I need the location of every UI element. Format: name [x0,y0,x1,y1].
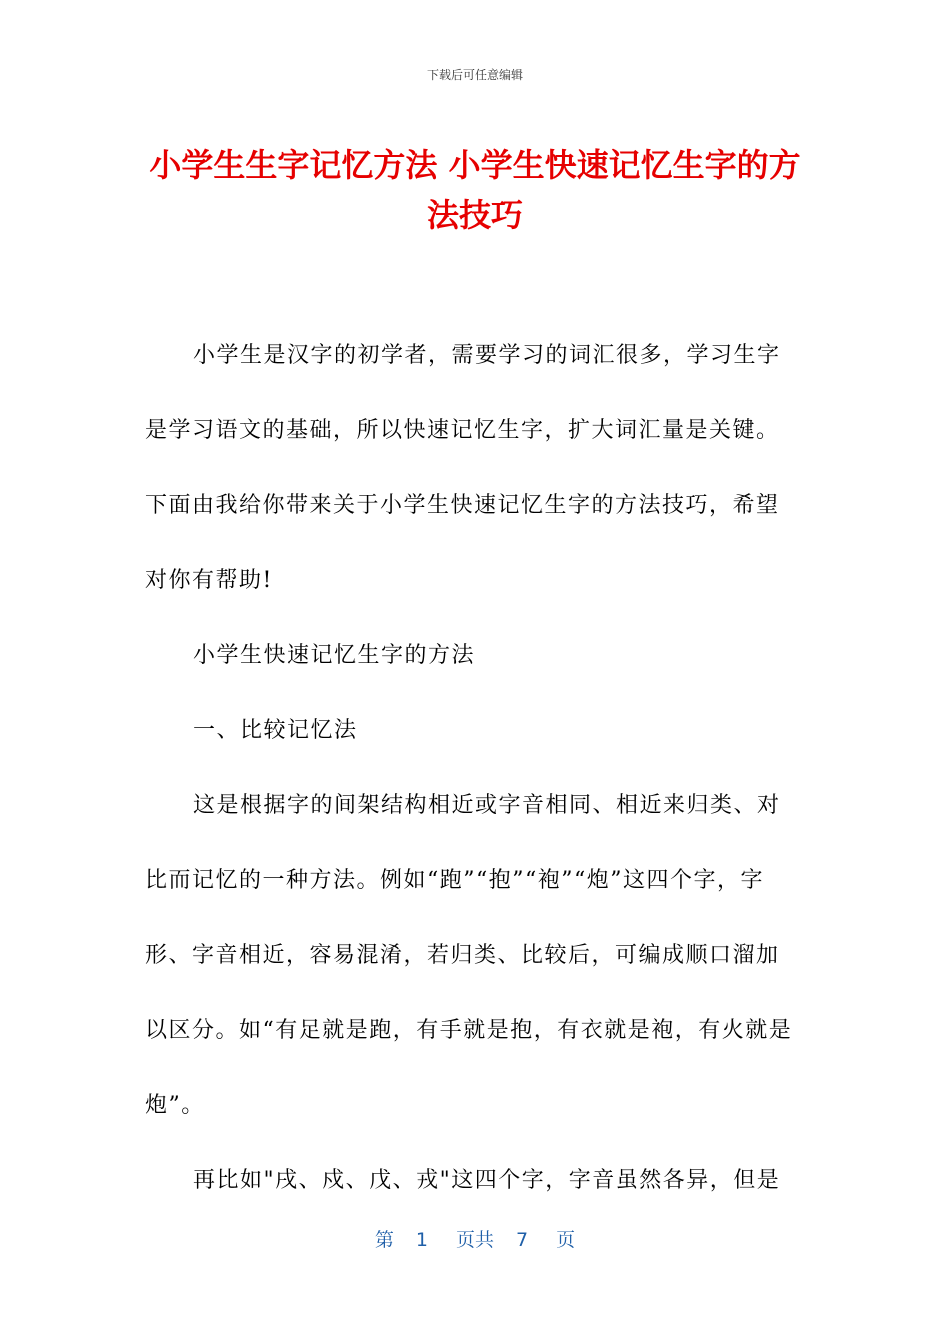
footer-page-unit: 页共 [455,1229,494,1251]
footer-page-label: 第 [374,1229,394,1251]
header-note: 下载后可任意编辑 [426,68,523,82]
paragraph-continued: 再比如"戌、戍、戊、戎"这四个字，字音虽然各异，但是 [193,1168,781,1193]
footer-page-number: 1 [415,1229,428,1251]
paragraph-intro: 小学生是汉字的初学者，需要学习的词汇很多，学习生字是学习语文的基础，所以快速记忆生字，扩大词汇量是关键。下面由我给你带来关于小学生快速记忆生字的方法技巧，希望对你有帮助! [145,343,781,593]
paragraph-section-heading: 小学生快速记忆生字的方法 [193,643,476,668]
document-body [145,318,795,1218]
paragraph-comparison-method: 这是根据字的间架结构相近或字音相同、相近来归类、对比而记忆的一种方法。例如“跑”“抱”“袍”“炮”这四个字，字形、字音相近，容易混淆，若归类、比较后，可编成顺口溜加以区分。如“有足就是跑，有手就是抱，有衣就是袍，有火就是炮”。 [145,793,793,1118]
page-footer [0,1225,950,1252]
document-title: 小学生生字记忆方法 小学生快速记忆生字的方法技巧 [149,146,801,234]
footer-total-pages: 7 [516,1229,529,1251]
footer-total-unit: 页 [556,1229,576,1251]
paragraph-subheading: 一、比较记忆法 [193,718,358,743]
